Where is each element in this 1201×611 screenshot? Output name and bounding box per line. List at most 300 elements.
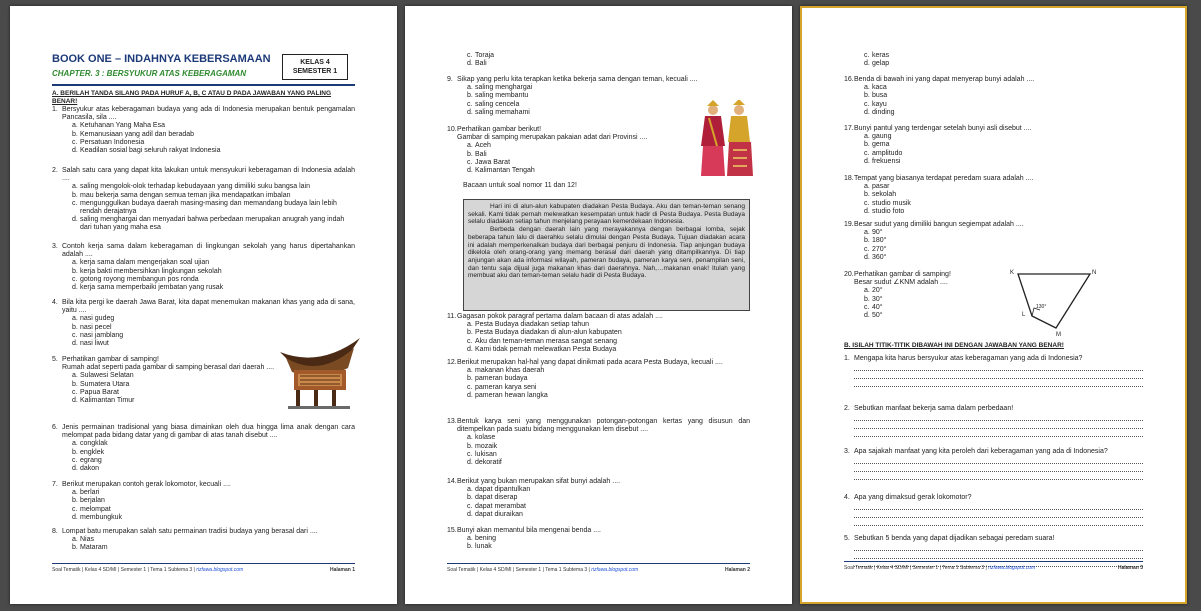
answer-option[interactable] [467,459,750,467]
option-text: Kalimantan Tengah [475,167,535,175]
option-letter: b. [467,92,473,100]
answer-options [52,536,355,552]
option-text: pameran karya seni [475,383,537,391]
option-text: congklak [80,440,108,448]
question-item [52,356,307,405]
question-number: 3. [52,243,58,250]
answer-options [447,486,750,519]
option-text: keras [872,52,890,59]
answer-option[interactable] [467,167,702,175]
question-text: Sebutkan 5 benda yang dapat dijadikan sebagai peredam suara! [854,535,1055,542]
answer-line[interactable] [854,379,1143,387]
option-letter: b. [72,267,78,275]
reading-paragraph-1: Hari ini di alun-alun kabupaten diadakan Pesta Budaya. Aku dan teman-teman senang sekali. Kami tidak pernah melewatkan kesempatan untuk hadir di Pesta Budaya. Pesta Budaya selalu diadakan setiap tahun menjelang perayaan kemerdekaan Indonesia. [468,203,745,226]
option-letter: d. [72,513,78,521]
option-letter: a. [72,440,78,448]
option-text: engklek [80,448,105,456]
answer-option[interactable] [864,149,1143,158]
footer-link[interactable]: rizfawa.blogspot.com [196,566,244,573]
option-letter: c. [467,502,473,510]
answer-option[interactable] [72,372,307,380]
question-number: 10. [447,126,457,133]
question-text: Apa sajakah manfaat yang kita peroleh dari keberagaman yang ada di Indonesia? [854,448,1108,455]
essay-question [844,355,1143,387]
page-number: Halaman 1 [329,566,355,573]
option-text: Kemanusiaan yang adil dan beradab [80,130,195,138]
answer-option[interactable] [467,486,750,494]
answer-option[interactable] [467,375,750,383]
option-letter: c. [864,149,870,157]
option-text: Aku dan teman-teman merasa sangat senang [475,337,618,345]
answer-option[interactable] [864,207,1143,216]
answer-option[interactable] [72,465,355,473]
question-text: Bunyi pantul yang terdengar setelah bunyi asli disebut .... [854,125,1032,132]
question-text: Tempat yang biasanya terdapat peredam suara adalah .... [854,175,1034,182]
option-letter: c. [72,505,78,513]
question-text: Berikut merupakan contoh gerak lokomotor, kecuali .... [62,481,231,488]
answer-option[interactable] [72,448,355,457]
question-number: 16. [844,76,854,83]
question-number: 2. [52,167,58,174]
option-letter: d. [467,510,473,518]
answer-option[interactable] [72,323,355,332]
option-text: dinding [872,108,895,116]
chapter-title: CHAPTER. 3 : BERSYUKUR ATAS KEBERAGAMAN [52,69,247,78]
page-1 [10,6,397,604]
option-letter: a. [864,183,870,191]
answer-options [52,122,355,155]
tongkonan-house-image [278,334,362,412]
answer-lines[interactable] [854,363,1143,387]
option-letter: a. [467,367,473,375]
option-text: egrang [80,456,102,464]
option-text: Mataram [80,544,108,552]
question-number: 17. [844,125,854,132]
answer-options [447,321,750,354]
option-text: 40° [872,303,883,311]
question-text: Besar sudut yang dimiliki bangun segiempat adalah .... [854,221,1024,228]
option-text: berjalan [80,497,105,505]
option-letter: b. [864,191,870,199]
answer-option[interactable] [467,142,702,150]
answer-options [52,372,307,405]
question-text: Gagasan pokok paragraf pertama dalam bacaan di atas adalah .... [457,313,663,320]
answer-line[interactable] [854,472,1143,480]
option-letter: b. [864,92,870,100]
answer-option[interactable] [72,199,355,216]
question-text: Benda di bawah ini yang dapat menyerap bunyi adalah .... [854,76,1035,83]
option-letter: d. [467,167,473,175]
option-letter: d. [72,147,78,155]
option-text: mozaik [475,442,498,450]
option-letter: d. [72,340,78,348]
question-text: Sebutkan manfaat bekerja sama dalam perbedaan! [854,405,1014,412]
option-text: nasi pecel [80,323,112,331]
option-letter: b. [467,543,473,551]
option-text: 90° [872,229,883,237]
option-letter: a. [467,535,473,543]
answer-options [447,434,750,467]
question-number: 4. [844,494,850,501]
option-text: busa [872,92,888,100]
option-letter: a. [72,183,78,191]
answer-option[interactable] [864,60,1143,68]
option-letter: a. [864,133,870,141]
answer-options [447,142,702,175]
option-letter: d. [72,216,78,224]
option-letter: c. [864,100,870,108]
option-text: 30° [872,295,883,303]
question-text: Berikut yang bukan merupakan sifat bunyi adalah .... [457,478,621,485]
answer-option[interactable] [72,138,355,147]
option-letter: b. [467,494,473,502]
option-text: saling menghargai [475,84,533,92]
option-letter: d. [864,207,870,215]
answer-option[interactable] [864,199,1143,208]
option-text: mengunggulkan budaya daerah masing-masing dan memandang budaya lain lebih rendah derajatnya [80,199,337,216]
answer-option[interactable] [864,237,1143,245]
option-text: pasar [872,183,890,191]
answer-option[interactable] [864,253,1143,262]
answer-line[interactable] [854,464,1143,472]
question-number: 19. [844,221,854,228]
question-text: Mengapa kita harus bersyukur atas keberagaman yang ada di Indonesia? [854,355,1083,362]
option-text: saling cencela [475,100,520,108]
page-3 [800,6,1187,604]
answer-option[interactable] [864,183,1143,191]
essay-question [844,494,1143,526]
answer-options [844,229,1143,262]
option-letter: d. [467,60,473,68]
option-text: kaca [872,84,887,92]
answer-option[interactable] [467,442,750,451]
option-letter: b. [467,150,473,158]
option-text: Kalimantan Timur [80,397,135,405]
option-text: mau bekerja sama dengan semua teman jika mendapatkan imbalan [80,191,291,199]
option-letter: b. [72,544,78,552]
answer-option[interactable] [467,60,750,68]
option-text: gaung [872,133,892,141]
option-text: Persatuan Indonesia [80,138,145,146]
option-text: lukisan [475,450,497,458]
option-text: dakon [80,465,100,473]
answer-lines[interactable] [854,413,1143,437]
answer-option[interactable] [864,245,1143,254]
option-text: Sumatera Utara [80,380,130,388]
option-letter: b. [72,497,78,505]
question-item [52,424,355,473]
option-letter: a. [864,84,870,92]
question-text: Lompat batu merupakan salah satu permainan tradisi budaya yang berasal dari .... [62,528,318,535]
option-text: membungkuk [80,513,123,521]
header-divider [52,84,355,86]
answer-options [52,183,355,232]
option-text: studio foto [872,207,905,215]
answer-lines[interactable] [854,456,1143,480]
question-text: Perhatikan gambar berikut! Gambar di samping merupakan pakaian adat dari Provinsi .... [457,126,648,142]
answer-option[interactable] [467,367,750,375]
angle-label: 130° [1036,304,1047,310]
option-letter: c. [72,275,78,283]
answer-option[interactable] [467,510,750,519]
option-letter: d. [467,459,473,467]
option-letter: b. [72,191,78,199]
page3-footer [844,561,1143,572]
option-letter: c. [467,450,473,458]
answer-option[interactable] [72,216,355,232]
option-text: nasi liwut [80,340,109,348]
section-b-heading: B. ISILAH TITIK-TITIK DIBAWAH INI DENGAN JAWABAN YANG BENAR! [844,342,1064,349]
answer-option[interactable] [72,440,355,448]
answer-option[interactable] [864,100,1143,109]
question-text: Bunyi akan memantul bila mengenai benda .... [457,527,601,534]
answer-line[interactable] [854,543,1143,551]
page-number: Halaman 3 [1117,564,1143,571]
option-letter: c. [72,199,78,207]
option-text: dapat diuraikan [475,510,523,518]
answer-option[interactable] [467,337,750,346]
answer-options [844,183,1143,216]
answer-option[interactable] [467,543,750,551]
option-text: Pesta Budaya diadakan di alun-alun kabupaten [475,329,622,337]
question-number: 1. [52,106,58,113]
answer-option[interactable] [72,183,355,191]
answer-option[interactable] [72,505,355,514]
section-a-heading: A. BERILAH TANDA SILANG PADA HURUF A, B, C ATAU D PADA JAWABAN YANG PALING BENAR! [52,90,332,105]
answer-line[interactable] [854,551,1143,559]
answer-option[interactable] [72,388,307,397]
footer-text: Soal Tematik | Kelas 4 SD/MI | Semester 1 | Tema 1 Subtema 3 | [844,564,987,571]
answer-option[interactable] [467,494,750,502]
answer-option[interactable] [72,147,355,155]
essay-question [844,405,1143,437]
essay-question [844,448,1143,480]
answer-option[interactable] [864,157,1143,166]
question-number: 18. [844,175,854,182]
label-l: L [1022,312,1026,318]
option-text: Kami tidak pernah melewatkan Pesta Budaya [475,345,617,353]
question-text: Sikap yang perlu kita terapkan ketika bekerja sama dengan teman, kecuali .... [457,76,698,83]
option-text: dapat diserap [475,494,518,502]
option-text: amplitudo [872,149,903,157]
answer-option[interactable] [864,133,1143,141]
answer-option[interactable] [72,497,355,505]
option-letter: a. [467,486,473,494]
class-box [282,54,348,80]
answer-option[interactable] [467,434,750,442]
option-text: frekuensi [872,157,901,165]
option-text: 360° [872,253,887,261]
option-letter: d. [864,60,870,68]
answer-option[interactable] [467,158,702,167]
question-item [447,359,750,400]
page-2 [405,6,792,604]
answer-option[interactable] [72,489,355,497]
answer-options [447,535,750,551]
question-text: Bila kita pergi ke daerah Jawa Barat, kita dapat menemukan makanan khas yang ada di sana, yaitu .... [62,299,355,315]
option-letter: c. [467,383,473,391]
option-letter: c. [467,100,473,108]
question-text: Berikut merupakan hal-hal yang dapat dinikmati pada acara Pesta Budaya, kecuali .... [457,359,723,366]
answer-option[interactable] [467,150,702,159]
question-number: 7. [52,481,58,488]
option-letter: a. [72,122,78,130]
question-item [52,106,355,155]
reading-paragraph-2: Berbeda dengan daerah lain yang merayakannya dengan berbagai lomba, sejak beberapa tahun lalu di daerahku selalu dimulai dengan Pesta Budaya. Tujuan diadakan acara ini adalah memperkenalkan budaya dari berbagai penjuru di Indonesia. Tiap anjungan budaya dikelola oleh orang-orang yang memang berasal dari daerah yang ditampilkannya. Di tiap anjungan akan ada informasi wilayah, pameran budaya, pameran karya seni, penampilan seni, dan tentu saja dijual juga makanan khas dari daerahnya. Nah,…makanan enak! Itulah yang membuat aku dan teman-teman selalu hadir di Pesta Budaya. [468,226,745,280]
question-number: 12. [447,359,457,366]
quadrilateral-figure [1008,266,1098,336]
option-text: melompat [80,505,111,513]
page3-continued-options [844,52,1143,68]
option-letter: d. [864,253,870,261]
answer-option[interactable] [864,92,1143,100]
option-letter: c. [864,245,870,253]
option-text: kayu [872,100,887,108]
answer-option[interactable] [72,191,355,200]
option-letter: d. [864,108,870,116]
option-letter: c. [864,199,870,207]
answer-option[interactable] [72,267,355,276]
option-text: saling menghargai dan menyadari bahwa perbedaan merupakan anugrah yang indah dari tuhan yang maha esa [80,216,345,232]
option-text: bening [475,535,497,543]
answer-option[interactable] [467,345,750,354]
question-number: 9. [447,76,453,83]
answer-option[interactable] [72,122,355,130]
option-text: 180° [872,237,887,245]
question-number: 2. [844,405,850,412]
answer-option[interactable] [467,383,750,392]
option-text: gotong royong membangun pos ronda [80,275,199,283]
question-item [447,527,750,552]
answer-option[interactable] [864,108,1143,117]
answer-option[interactable] [467,329,750,337]
answer-line[interactable] [854,429,1143,437]
answer-line[interactable] [854,363,1143,371]
option-letter: d. [864,312,870,320]
option-text: saling mengolok-olok terhadap kebudayaan yang dimiliki suku bangsa lain [80,183,310,191]
footer-text: Soal Tematik | Kelas 4 SD/MI | Semester 1 | Tema 1 Subtema 3 | [52,566,195,573]
answer-option[interactable] [864,52,1143,60]
option-letter: d. [72,397,78,405]
answer-line[interactable] [854,371,1143,379]
option-text: 50° [872,312,883,320]
question-number: 6. [52,424,58,431]
footer-link[interactable]: rizfawa.blogspot.com [988,564,1036,571]
answer-option[interactable] [72,536,355,544]
option-text: Aceh [475,142,491,150]
option-letter: c. [467,337,473,345]
option-text: gema [872,141,890,149]
answer-option[interactable] [864,141,1143,149]
question-number: 8. [52,528,58,535]
option-text: saling membantu [475,92,529,100]
question-number: 15. [447,527,457,534]
answer-option[interactable] [72,275,355,284]
option-letter: c. [467,52,473,59]
answer-option[interactable] [467,84,750,92]
answer-option[interactable] [864,191,1143,199]
answer-option[interactable] [72,130,355,139]
answer-option[interactable] [72,284,355,292]
page-number: Halaman 2 [724,566,750,573]
answer-options [52,489,355,522]
question-number: 1. [844,355,850,362]
option-text: kerja sama memperbaiki jembatan yang rusak [80,284,224,292]
answer-option[interactable] [864,229,1143,237]
option-letter: b. [467,329,473,337]
answer-option[interactable] [467,321,750,329]
footer-link[interactable]: rizfawa.blogspot.com [591,566,639,573]
answer-option[interactable] [72,544,355,552]
option-letter: b. [72,380,78,388]
option-text: nasi gudeg [80,315,115,323]
question-text: Apa yang dimaksud gerak lokomotor? [854,494,972,501]
question-item [844,175,1143,216]
option-letter: d. [864,157,870,165]
option-letter: c. [467,158,473,166]
answer-option[interactable] [467,535,750,543]
option-text: saling memahami [475,108,530,116]
answer-lines[interactable] [854,502,1143,526]
option-text: studio musik [872,199,911,207]
answer-option[interactable] [467,52,750,60]
option-text: lunak [475,543,492,551]
option-text: sekolah [872,191,897,199]
option-letter: d. [467,391,473,399]
option-letter: a. [467,434,473,442]
answer-line[interactable] [854,510,1143,518]
page2-continued-options [447,52,750,68]
answer-option[interactable] [72,397,307,405]
answer-option[interactable] [72,456,355,465]
option-text: Pesta Budaya diadakan setiap tahun [475,321,590,329]
option-letter: b. [72,130,78,138]
option-letter: a. [467,142,473,150]
option-text: Bali [475,150,487,158]
option-letter: a. [72,489,78,497]
answer-line[interactable] [854,456,1143,464]
option-letter: c. [72,456,78,464]
answer-line[interactable] [854,413,1143,421]
semester-label: SEMESTER 1 [292,68,338,75]
question-item [844,76,1143,117]
answer-line[interactable] [854,421,1143,429]
option-text: kerja bakti membersihkan lingkungan sekolah [80,267,222,275]
answer-option[interactable] [72,259,355,267]
answer-option[interactable] [72,513,355,522]
option-text: pameran hewan langka [475,391,548,399]
answer-line[interactable] [854,518,1143,526]
question-text: Contoh kerja sama dalam keberagaman di lingkungan sekolah yang harus dipertahankan adalah .... [62,243,355,259]
option-text: Toraja [475,52,495,59]
answer-option[interactable] [72,315,355,323]
question-number: 3. [844,448,850,455]
question-number: 14. [447,478,457,485]
option-text: 270° [872,245,887,253]
option-letter: d. [72,284,78,292]
reading-box [463,199,750,311]
answer-option[interactable] [864,84,1143,92]
question-item [844,125,1143,166]
answer-option[interactable] [467,450,750,459]
option-text: dapat dipantulkan [475,486,531,494]
answer-option[interactable] [467,391,750,400]
label-m: M [1056,332,1061,336]
option-letter: d. [72,465,78,473]
answer-option[interactable] [72,380,307,389]
answer-line[interactable] [854,502,1143,510]
answer-option[interactable] [467,502,750,511]
